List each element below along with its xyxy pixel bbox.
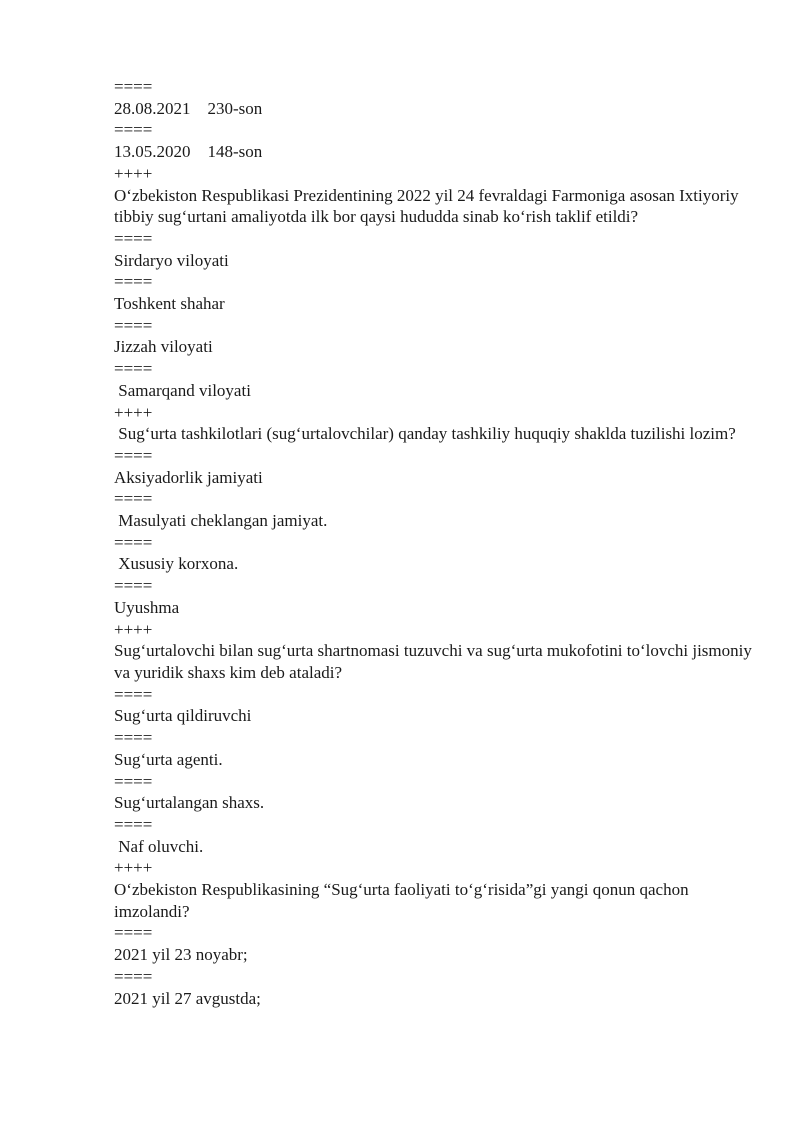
answer-option: Xususiy korxona. (114, 554, 239, 574)
separator: ==== (114, 489, 153, 509)
question-marker: ++++ (114, 402, 153, 422)
answer-option: Sug‘urta agenti. (114, 749, 223, 769)
answer-option: Sug‘urtalangan shaxs. (114, 793, 265, 813)
separator: ==== (114, 771, 153, 791)
answer-option: Toshkent shahar (114, 294, 225, 314)
answer-option: Samarqand viloyati (114, 380, 251, 400)
answer-option: Jizzah viloyati (114, 337, 213, 357)
separator: ==== (114, 728, 153, 748)
question-text: O‘zbekiston Respublikasi Prezidentining 2022 yil 24 fevraldagi Farmoniga asosan Ixtiyoriy tibbiy sug‘urtani amaliyotda ilk bor qaysi hududda sinab ko‘rish taklif etildi? (114, 185, 743, 227)
question-text: Sug‘urta tashkilotlari (sug‘urtalovchilar) qanday tashkiliy huquqiy shaklda tuzilishi lozim? (114, 424, 736, 444)
separator: ==== (114, 923, 153, 943)
separator: ==== (114, 272, 153, 292)
separator: ==== (114, 966, 153, 986)
separator: ==== (114, 315, 153, 335)
separator: ==== (114, 120, 153, 140)
answer-option: 2021 yil 27 avgustda; (114, 988, 261, 1008)
answer-option: 28.08.2021 230-son (114, 98, 263, 118)
answer-option: Masulyati cheklangan jamiyat. (114, 511, 328, 531)
separator: ==== (114, 359, 153, 379)
separator: ==== (114, 684, 153, 704)
answer-option: Sug‘urta qildiruvchi (114, 706, 252, 726)
question-text: O‘zbekiston Respublikasining “Sug‘urta faoliyati to‘g‘risida”gi yangi qonun qachon imzolandi? (114, 880, 693, 921)
question-marker: ++++ (114, 163, 153, 183)
answer-option: Naf oluvchi. (114, 836, 204, 856)
separator: ==== (114, 576, 153, 596)
document-content (114, 76, 757, 1009)
answer-option: Sirdaryo viloyati (114, 250, 229, 270)
answer-option: 13.05.2020 148-son (114, 142, 263, 162)
answer-option: Aksiyadorlik jamiyati (114, 467, 263, 487)
answer-option: 2021 yil 23 noyabr; (114, 945, 248, 965)
separator: ==== (114, 77, 153, 96)
question-marker: ++++ (114, 619, 153, 639)
separator: ==== (114, 445, 153, 465)
separator: ==== (114, 228, 153, 248)
separator: ==== (114, 532, 153, 552)
separator: ==== (114, 814, 153, 834)
answer-option: Uyushma (114, 597, 180, 617)
question-text: Sug‘urtalovchi bilan sug‘urta shartnomasi tuzuvchi va sug‘urta mukofotini to‘lovchi jismoniy va yuridik shaxs kim deb ataladi? (114, 641, 757, 682)
question-marker: ++++ (114, 858, 153, 878)
